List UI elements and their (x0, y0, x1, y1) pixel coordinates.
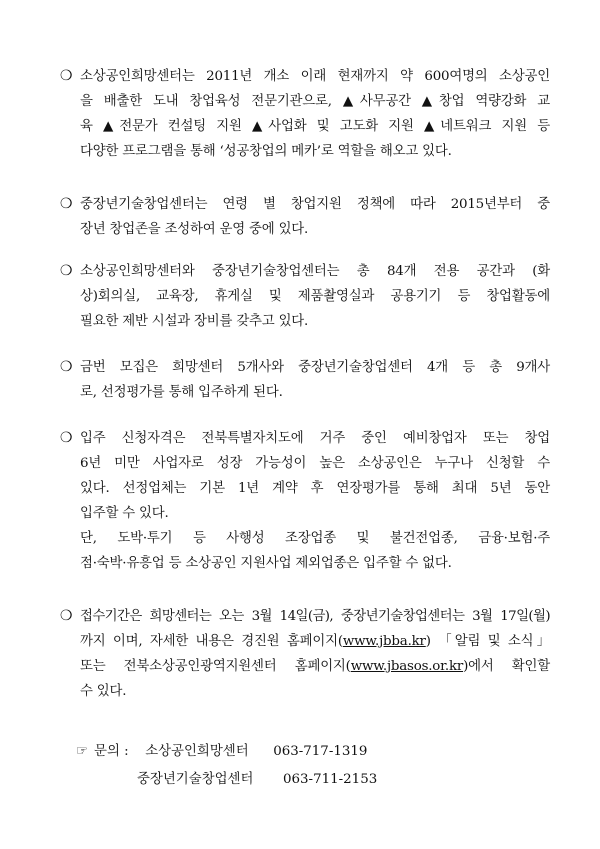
text-line: 있다. 선정업체는 기본 1년 계약 후 연장평가를 통해 최대 5년 동안 (80, 481, 550, 496)
contact-phone: 063-717-1319 (273, 744, 368, 759)
text-line: 6년 미만 사업자로 성장 가능성이 높은 소상공인은 누구나 신청할 수 (80, 456, 550, 471)
contact-row-1 (76, 739, 367, 765)
jbasos-website-link[interactable]: www.jbasos.or.kr (350, 659, 464, 674)
contact-phone: 063-711-2153 (283, 772, 378, 787)
text-line (80, 629, 550, 654)
text-line: 접수기간은 희망센터는 오는 3월 14일(금), 중장년기술창업센터는 3월 17일(월) (80, 609, 550, 624)
text-line: 소상공인희망센터와 중장년기술창업센터는 총 84개 전용 공간과 (화 (80, 264, 550, 279)
contact-name: 소상공인희망센터 (145, 744, 249, 759)
text-line: 장년 창업존을 조성하여 운영 중에 있다. (80, 222, 309, 237)
text-segment: 까지 이며, 자세한 내용은 경진원 홈페이지( (80, 634, 343, 649)
text-line: 로, 선정평가를 통해 입주하게 된다. (80, 385, 283, 400)
text-line: 입주 신청자격은 전북특별자치도에 거주 중인 예비창업자 또는 창업 (80, 431, 550, 446)
contact-name: 중장년기술창업센터 (137, 772, 254, 787)
bullet-circle-icon: ❍ (60, 430, 73, 446)
text-line: 필요한 제반 시설과 장비를 갖추고 있다. (80, 314, 309, 329)
text-line: 상)회의실, 교육장, 휴게실 및 제품촬영실과 공용기기 등 창업활동에 (80, 289, 550, 304)
contact-label: 문의 : (94, 744, 129, 759)
text-segment: )에서 확인할 (463, 659, 550, 674)
bullet-circle-icon: ❍ (60, 196, 73, 212)
text-line: 을 배출한 도내 창업육성 전문기관으로, ▲사무공간 ▲창업 역량강화 교 (80, 94, 550, 109)
jbba-website-link[interactable]: www.jbba.kr (342, 634, 426, 649)
text-line: 입주할 수 있다. (80, 506, 169, 521)
text-line: 소상공인희망센터는 2011년 개소 이래 현재까지 약 600여명의 소상공인 (80, 69, 550, 84)
bullet-circle-icon: ❍ (60, 263, 73, 279)
bullet-circle-icon: ❍ (60, 359, 73, 375)
text-line: 단, 도박·투기 등 사행성 조장업종 및 불건전업종, 금융·보험·주 (80, 531, 550, 546)
text-line: 수 있다. (80, 684, 127, 699)
bullet-circle-icon: ❍ (60, 68, 73, 84)
pointing-hand-icon: ☞ (76, 744, 89, 759)
text-segment: ) 「알림 및 소식」 (425, 634, 550, 649)
text-line: 육 ▲전문가 컨설팅 지원 ▲사업화 및 고도화 지원 ▲네트워크 지원 등 (80, 119, 550, 134)
text-line: 중장년기술창업센터는 연령 별 창업지원 정책에 따라 2015년부터 중 (80, 197, 550, 212)
text-line: 금번 모집은 희망센터 5개사와 중장년기술창업센터 4개 등 총 9개사 (80, 360, 550, 375)
text-line (80, 654, 550, 679)
bullet-circle-icon: ❍ (60, 608, 73, 624)
text-line: 다양한 프로그램을 통해 ‘성공창업의 메카’로 역할을 해오고 있다. (80, 144, 452, 159)
text-line: 점·숙박·유흥업 등 소상공인 지원사업 제외업종은 입주할 수 없다. (80, 556, 452, 571)
text-segment: 또는 전북소상공인광역지원센터 홈페이지( (80, 659, 351, 674)
contact-row-2 (137, 767, 377, 793)
